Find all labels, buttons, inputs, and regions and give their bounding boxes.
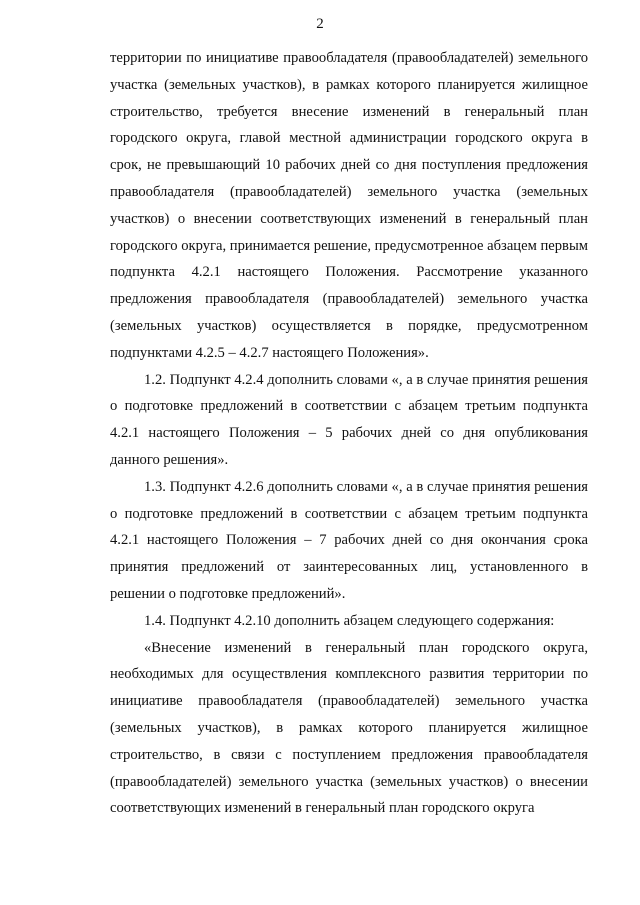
- document-body: [110, 45, 588, 822]
- paragraph-continuation: территории по инициативе правообладателя (правообладателей) земельного участка (земельных участков), в рамках которого планируется жилищное строительство, требуется внесение изменений в генеральный план городского округа, главой местной администрации городского округа в срок, не превышающий 10 рабочих дней со дня поступления предложения правообладателя (правообладателей) земельного участка (земельных участков) о внесении соответствующих изменений в генеральный план городского округа, принимается решение, предусмотренное абзацем первым подпункта 4.2.1 настоящего Положения. Рассмотрение указанного предложения правообладателя (правообладателей) земельного участка (земельных участков) осуществляется в порядке, предусмотренном подпунктами 4.2.5 – 4.2.7 настоящего Положения».: [110, 50, 588, 361]
- page-number: 2: [316, 16, 324, 32]
- paragraph-quoted-amendment: «Внесение изменений в генеральный план городского округа, необходимых для осуществления комплексного развития территории по инициативе правообладателя (правообладателей) земельного участка (земельных участков), в рамках которого планируется жилищное строительство, в связи с поступлением предложения правообладателя (правообладателей) земельного участка (земельных участков) о внесении соответствующих изменений в генеральный план городского округа: [110, 639, 588, 817]
- paragraph-item-1-4: 1.4. Подпункт 4.2.10 дополнить абзацем следующего содержания:: [144, 612, 555, 629]
- paragraph-item-1-2: 1.2. Подпункт 4.2.4 дополнить словами «, а в случае принятия решения о подготовке предложений в соответствии с абзацем третьим подпункта 4.2.1 настоящего Положения – 5 рабочих дней со дня опубликования данного решения».: [110, 371, 588, 468]
- paragraph-item-1-3: 1.3. Подпункт 4.2.6 дополнить словами «, а в случае принятия решения о подготовке предложений в соответствии с абзацем третьим подпункта 4.2.1 настоящего Положения – 7 рабочих дней со дня окончания срока принятия предложений от заинтересованных лиц, установленного в решении о подготовке предложений».: [110, 478, 588, 602]
